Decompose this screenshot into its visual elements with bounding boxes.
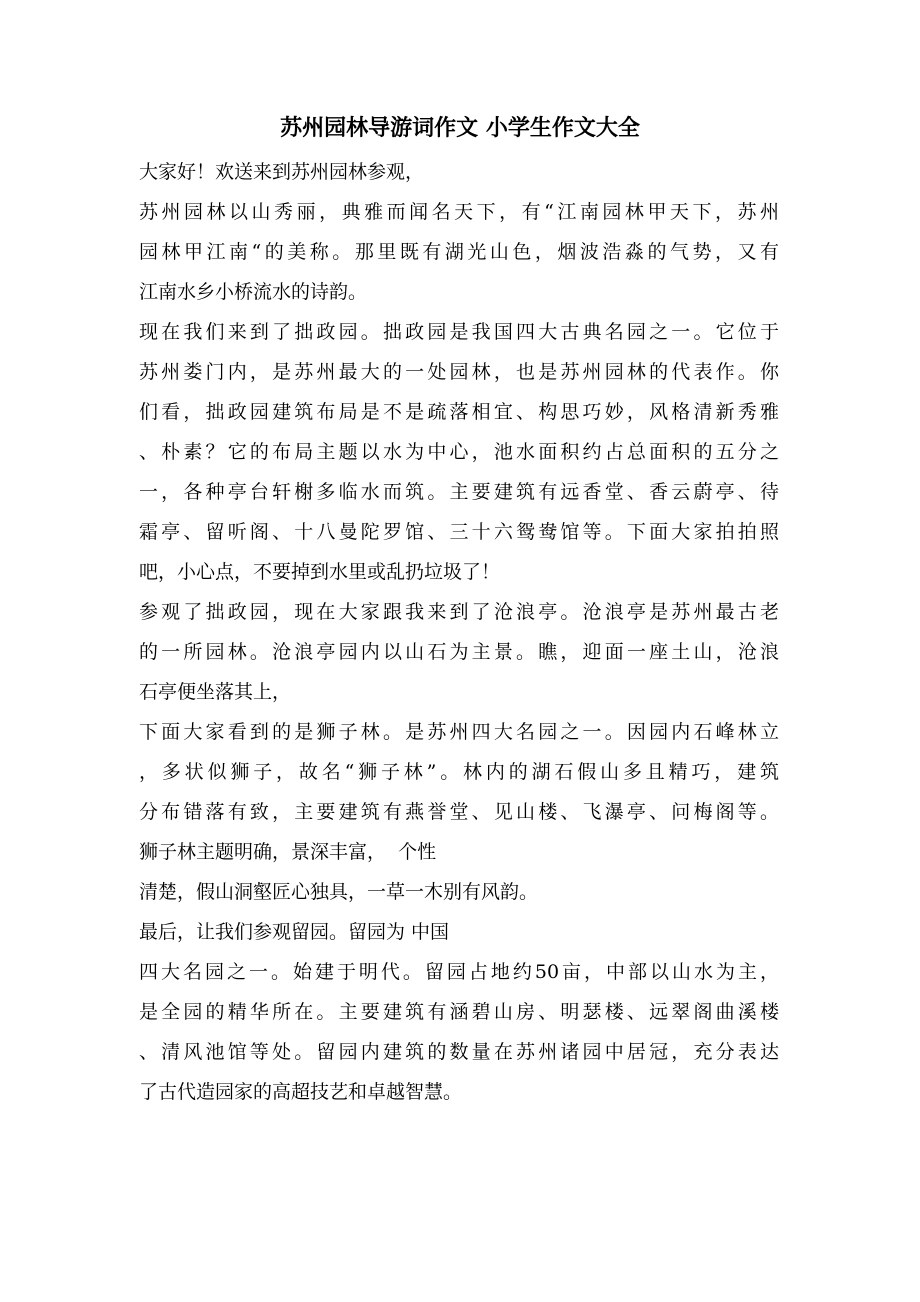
body-line: 了古代造园家的高超技艺和卓越智慧。: [139, 1081, 463, 1103]
body-line: 、清风池馆等处。留园内建筑的数量在苏州诸园中居冠，充分表达: [139, 1041, 779, 1063]
body-line: ，多状似狮子，故名“狮子林”。林内的湖石假山多且精巧，建筑: [139, 761, 779, 783]
body-line: 大家好！欢送来到苏州园林参观，: [139, 161, 425, 183]
body-line: 石亭便坐落其上，: [139, 681, 292, 703]
body-line: 四大名园之一。始建于明代。留园占地约50亩，中部以山水为主，: [139, 961, 779, 983]
body-line: 清楚，假山洞壑匠心独具，一草一木别有风韵。: [139, 881, 539, 903]
body-line: 一，各种亭台轩榭多临水而筑。主要建筑有远香堂、香云蔚亭、待: [139, 481, 779, 503]
body-line: 的一所园林。沧浪亭园内以山石为主景。瞧，迎面一座土山，沧浪: [139, 641, 779, 663]
body-line: 吧，小心点，不要掉到水里或乱扔垃圾了！: [139, 561, 501, 583]
body-line: 霜亭、留听阁、十八曼陀罗馆、三十六鸳鸯馆等。下面大家拍拍照: [139, 521, 779, 543]
body-line: 是全园的精华所在。主要建筑有涵碧山房、明瑟楼、远翠阁曲溪楼: [139, 1001, 779, 1023]
body-line: 分布错落有致，主要建筑有燕誉堂、见山楼、飞瀑亭、问梅阁等。: [139, 801, 779, 823]
body-line: 苏州园林以山秀丽，典雅而闻名天下，有“江南园林甲天下，苏州: [139, 201, 779, 223]
body-line: 最后，让我们参观留园。留园为 中国: [139, 921, 450, 943]
body-line: 狮子林主题明确，景深丰富， 个性: [139, 841, 437, 863]
document-title: 苏州园林导游词作文 小学生作文大全: [280, 115, 640, 141]
body-line: 苏州娄门内，是苏州最大的一处园林，也是苏州园林的代表作。你: [139, 361, 779, 383]
body-line: 江南水乡小桥流水的诗韵。: [139, 281, 368, 303]
body-line: 下面大家看到的是狮子林。是苏州四大名园之一。因园内石峰林立: [139, 721, 779, 743]
body-line: 、朴素？它的布局主题以水为中心，池水面积约占总面积的五分之: [139, 441, 779, 463]
body-line: 园林甲江南“的美称。那里既有湖光山色，烟波浩淼的气势，又有: [139, 241, 779, 263]
document-body: [139, 152, 779, 1112]
body-line: 参观了拙政园，现在大家跟我来到了沧浪亭。沧浪亭是苏州最古老: [139, 601, 779, 623]
body-line: 现在我们来到了拙政园。拙政园是我国四大古典名园之一。它位于: [139, 321, 779, 343]
body-line: 们看，拙政园建筑布局是不是疏落相宜、构思巧妙，风格清新秀雅: [139, 401, 779, 423]
